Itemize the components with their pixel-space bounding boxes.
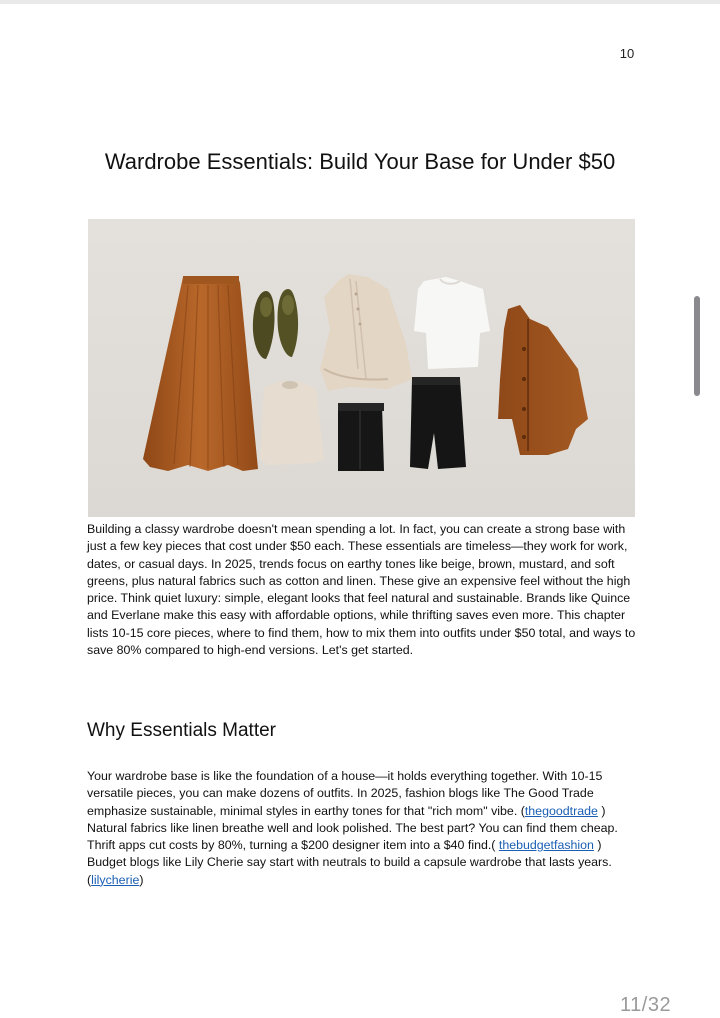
rust-cardigan	[498, 305, 588, 455]
rust-skirt	[143, 276, 258, 471]
paragraph-text: ) Natural fabrics like linen breathe well and look polished. The best part? You can find them cheap. Thrift apps cut costs by 80%, turning a $200 designer item into a $40 find.(	[87, 803, 618, 853]
cream-blouse	[320, 274, 412, 391]
page-number: 10	[619, 46, 635, 61]
paragraph-text: )	[139, 872, 144, 887]
section-paragraph	[87, 768, 639, 889]
paragraph-text: Your wardrobe base is like the foundation of a house—it holds everything together. With 10-15 versatile pieces, you can make dozens of outfits. In 2025, fashion blogs like The Good Trade emphasize sustainable, minimal styles in earthy tones for that "rich mom" vibe. (	[87, 769, 603, 818]
black-trousers-left	[338, 403, 384, 471]
intro-paragraph: Building a classy wardrobe doesn't mean spending a lot. In fact, you can create a strong base with just a few key pieces that cost under $50 each. These essentials are timeless—they work for work, dates, or casual days. In 2025, trends focus on earthy tones like beige, brown, mustard, and soft greens, plus natural fabrics such as cotton and linen. These give an expensive feel without the high price. Think quiet luxury: simple, elegant looks that feel natural and sustainable. Brands like Quince and Everlane make this easy with affordable options, while thrifting saves even more. This chapter lists 10-15 core pieces, where to find them, how to mix them into outfits under $50 total, and ways to save 80% compared to high-end versions. Let's get started.	[87, 522, 636, 658]
top-bar	[0, 0, 720, 4]
cream-sweater	[260, 381, 324, 465]
olive-flats	[253, 289, 298, 359]
link-thebudgetfashion[interactable]: thebudgetfashion	[498, 838, 594, 853]
page-title: Wardrobe Essentials: Build Your Base for Under $50	[104, 149, 616, 174]
scrollbar-thumb[interactable]	[694, 296, 700, 396]
page-indicator: 11/32	[620, 994, 672, 1016]
section-heading: Why Essentials Matter	[87, 720, 276, 741]
link-thegoodtrade[interactable]: thegoodtrade	[524, 803, 598, 818]
link-lilycherie[interactable]: lilycherie	[91, 872, 140, 887]
paragraph-text: ) Budget blogs like Lily Cherie say start with neutrals to build a capsule wardrobe that lasts years. (	[87, 838, 612, 887]
black-trousers-right	[410, 377, 466, 469]
white-tshirt	[414, 277, 490, 369]
wardrobe-flatlay-image	[88, 219, 635, 517]
